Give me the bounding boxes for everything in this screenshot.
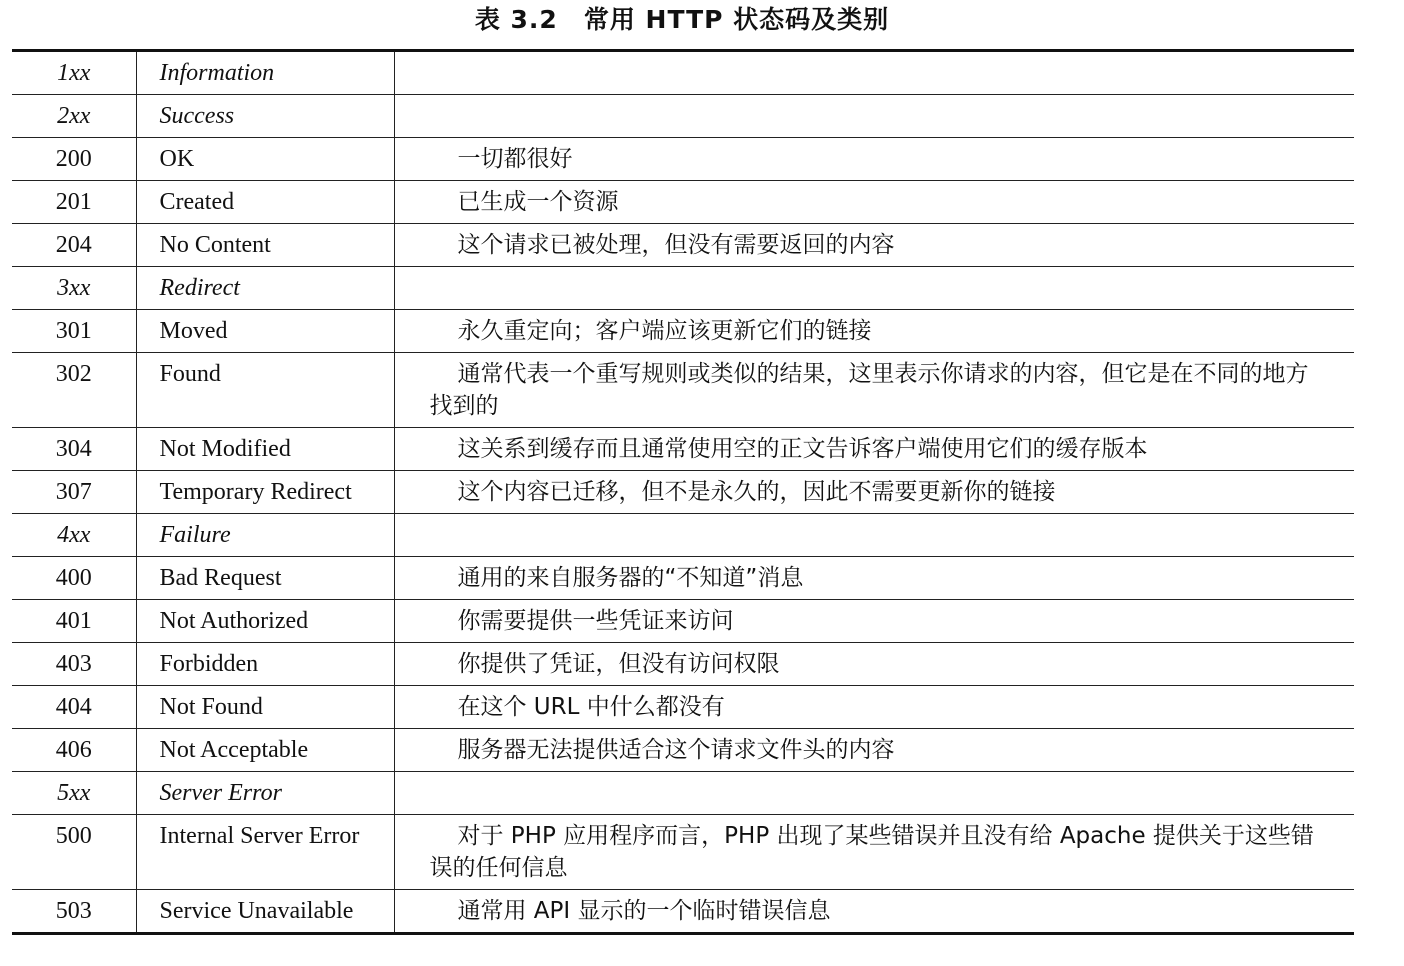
- table-row: [12, 686, 1354, 729]
- table-row: [12, 772, 1354, 815]
- status-name-cell: Failure: [136, 514, 394, 557]
- table-row: [12, 95, 1354, 138]
- status-name-cell: No Content: [136, 224, 394, 267]
- status-description-cell: 永久重定向；客户端应该更新它们的链接: [394, 310, 1354, 353]
- status-description-cell: 通用的来自服务器的“不知道”消息: [394, 557, 1354, 600]
- status-code-cell: 503: [12, 890, 136, 934]
- status-description-cell: 你提供了凭证，但没有访问权限: [394, 643, 1354, 686]
- status-name-cell: Redirect: [136, 267, 394, 310]
- status-name-cell: Success: [136, 95, 394, 138]
- status-description-cell: 服务器无法提供适合这个请求文件头的内容: [394, 729, 1354, 772]
- status-code-cell: 200: [12, 138, 136, 181]
- status-code-cell: 204: [12, 224, 136, 267]
- status-code-cell: 1xx: [12, 51, 136, 95]
- status-description-cell: [394, 267, 1354, 310]
- status-code-cell: 500: [12, 815, 136, 890]
- status-description-cell: 这个请求已被处理，但没有需要返回的内容: [394, 224, 1354, 267]
- status-code-cell: 3xx: [12, 267, 136, 310]
- status-description-cell: 已生成一个资源: [394, 181, 1354, 224]
- table-row: [12, 310, 1354, 353]
- table-row: [12, 51, 1354, 95]
- status-code-cell: 201: [12, 181, 136, 224]
- status-description-cell: 对于 PHP 应用程序而言，PHP 出现了某些错误并且没有给 Apache 提供关于这些错误的任何信息: [394, 815, 1354, 890]
- status-code-cell: 302: [12, 353, 136, 428]
- status-name-cell: Bad Request: [136, 557, 394, 600]
- status-code-cell: 301: [12, 310, 136, 353]
- status-name-cell: Server Error: [136, 772, 394, 815]
- status-description-cell: 在这个 URL 中什么都没有: [394, 686, 1354, 729]
- table-caption: 表 3.2 常用 HTTP 状态码及类别: [474, 5, 890, 34]
- status-name-cell: Found: [136, 353, 394, 428]
- status-code-cell: 5xx: [12, 772, 136, 815]
- table-row: [12, 514, 1354, 557]
- status-description-cell: 这关系到缓存而且通常使用空的正文告诉客户端使用它们的缓存版本: [394, 428, 1354, 471]
- table-row: [12, 181, 1354, 224]
- status-description-cell: [394, 95, 1354, 138]
- table-row: [12, 729, 1354, 772]
- status-name-cell: Internal Server Error: [136, 815, 394, 890]
- table-row: [12, 138, 1354, 181]
- status-code-cell: 401: [12, 600, 136, 643]
- table-row: [12, 890, 1354, 934]
- table-row: [12, 267, 1354, 310]
- table-row: [12, 353, 1354, 428]
- status-name-cell: Not Found: [136, 686, 394, 729]
- status-name-cell: Moved: [136, 310, 394, 353]
- status-description-cell: 你需要提供一些凭证来访问: [394, 600, 1354, 643]
- status-code-cell: 2xx: [12, 95, 136, 138]
- table-row: [12, 815, 1354, 890]
- status-description-cell: [394, 514, 1354, 557]
- status-name-cell: Forbidden: [136, 643, 394, 686]
- table-row: [12, 557, 1354, 600]
- status-name-cell: Not Modified: [136, 428, 394, 471]
- status-description-cell: 通常代表一个重写规则或类似的结果，这里表示你请求的内容，但它是在不同的地方找到的: [394, 353, 1354, 428]
- status-name-cell: Information: [136, 51, 394, 95]
- status-code-cell: 406: [12, 729, 136, 772]
- table-row: [12, 224, 1354, 267]
- status-code-cell: 4xx: [12, 514, 136, 557]
- status-code-cell: 304: [12, 428, 136, 471]
- status-description-cell: 一切都很好: [394, 138, 1354, 181]
- status-code-cell: 403: [12, 643, 136, 686]
- status-description-cell: [394, 772, 1354, 815]
- table-row: [12, 428, 1354, 471]
- status-name-cell: Not Acceptable: [136, 729, 394, 772]
- status-name-cell: Temporary Redirect: [136, 471, 394, 514]
- status-code-cell: 400: [12, 557, 136, 600]
- status-description-cell: [394, 51, 1354, 95]
- table-row: [12, 471, 1354, 514]
- status-name-cell: Service Unavailable: [136, 890, 394, 934]
- status-name-cell: OK: [136, 138, 394, 181]
- status-description-cell: 这个内容已迁移，但不是永久的，因此不需要更新你的链接: [394, 471, 1354, 514]
- http-status-table: [12, 49, 1354, 935]
- status-name-cell: Not Authorized: [136, 600, 394, 643]
- status-description-cell: 通常用 API 显示的一个临时错误信息: [457, 898, 831, 924]
- status-name-cell: Created: [136, 181, 394, 224]
- status-code-cell: 404: [12, 686, 136, 729]
- table-body: [12, 51, 1354, 934]
- status-code-cell: 307: [12, 471, 136, 514]
- table-row: [12, 600, 1354, 643]
- table-row: [12, 643, 1354, 686]
